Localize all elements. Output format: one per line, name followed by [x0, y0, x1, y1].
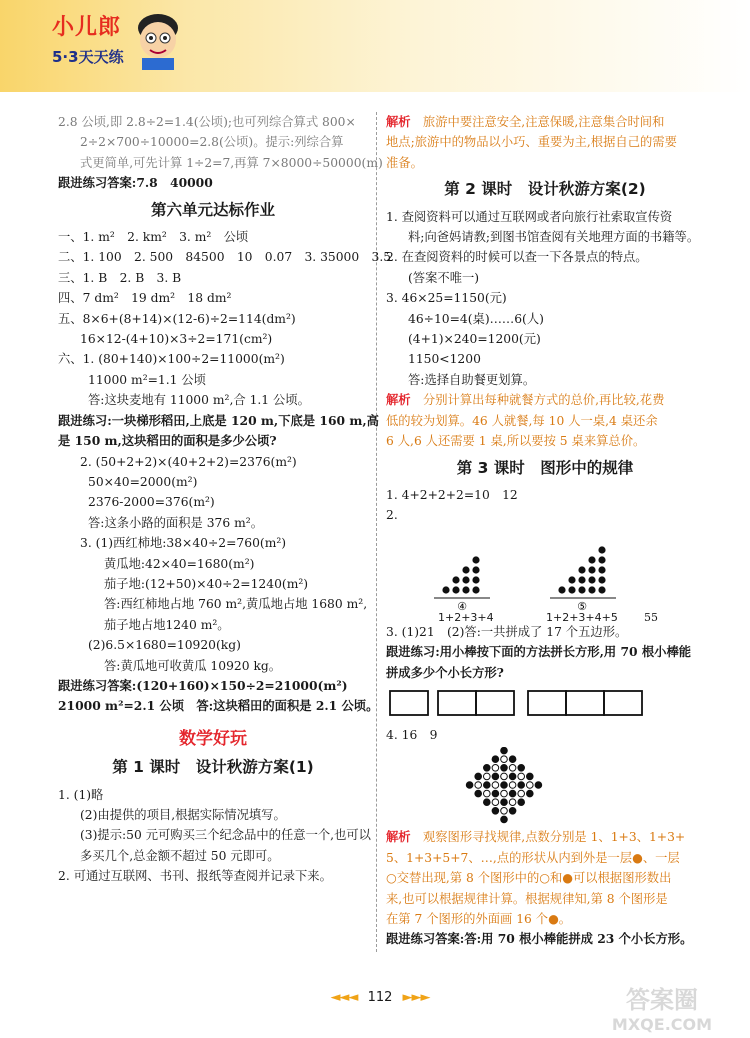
- follow-practice-label: 跟进练习:: [58, 412, 112, 428]
- hollow-dot: [501, 791, 508, 798]
- follow-practice-text: 一块梯形稻田,上底是 120 m,下底是 160 m,高: [111, 412, 379, 428]
- analysis-text: 来,也可以根据规律计算。根据规律知,第 8 个图形是: [386, 891, 668, 906]
- answer-line: 答:黄瓜地可收黄瓜 10920 kg。: [104, 658, 282, 673]
- answer-line: 1. 查阅资料可以通过互联网或者向旅行社索取宣传资: [386, 209, 673, 224]
- stick-rectangles-svg: [386, 687, 704, 721]
- follow-answer-text: 7.8 40000: [136, 175, 213, 191]
- answer-line: (3)提示:50 元可购买三个纪念品中的任意一个,也可以: [80, 828, 371, 843]
- page-number: 112: [367, 990, 393, 1005]
- analysis-text: 5、1+3+5+7、…,点的形状从内到外是一层●、一层: [386, 850, 680, 865]
- filled-dot: [466, 782, 473, 789]
- filled-dot: [492, 773, 499, 780]
- filled-dot: [535, 782, 542, 789]
- filled-dot: [501, 765, 508, 772]
- text-line: 2÷2×700÷10000=2.8(公顷)。提示:列综合算: [80, 135, 344, 150]
- follow-answer-label: 跟进练习答案:: [58, 677, 137, 693]
- answer-line: 2. 可通过互联网、书刊、报纸等查阅并记录下来。: [58, 869, 332, 884]
- text-line: 式更简单,可先计算 1÷2=7,再算 7×8000÷50000(m): [80, 155, 383, 170]
- figure-4-label: ④: [457, 599, 467, 613]
- brand-logo: 小儿郎: [52, 15, 122, 40]
- answer-line: 2. (50+2+2)×(40+2+2)=2376(m²): [80, 454, 297, 469]
- stick-rectangles-figure: [386, 687, 704, 721]
- filled-dot: [492, 791, 499, 798]
- answer-line: (2)6.5×1680=10920(kg): [88, 638, 241, 653]
- hollow-dot: [492, 799, 499, 806]
- follow-answer-label: 跟进练习答案:: [386, 931, 465, 947]
- analysis-text: 旅游中要注意安全,注意保暖,注意集合时间和: [422, 115, 665, 129]
- filled-dot: [501, 799, 508, 806]
- hollow-dot: [509, 782, 516, 789]
- answer-line: 料;向爸妈请教;到图书馆查阅有关地理方面的书籍等。: [408, 230, 700, 245]
- hollow-dot: [509, 799, 516, 806]
- figure-5-sum: 1+2+3+4+5: [546, 610, 618, 624]
- follow-practice-text: 是 150 m,这块稻田的面积是多少公顷?: [58, 433, 277, 449]
- filled-dot: [484, 765, 491, 772]
- filled-dot: [509, 808, 516, 815]
- answer-line: 50×40=2000(m²): [88, 474, 198, 489]
- answer-line: 茄子地:(12+50)×40÷2=1240(m²): [104, 576, 309, 591]
- figure-5-label: ⑤: [577, 599, 587, 613]
- analysis-label: 解析: [386, 829, 411, 845]
- filled-dot: [518, 782, 525, 789]
- follow-answer-text: 21000 m²=2.1 公顷 答:这块稻田的面积是 2.1 公顷。: [58, 698, 379, 714]
- filled-dot: [509, 773, 516, 780]
- dot-pattern-figure: [386, 528, 704, 616]
- dot-triangles-svg: [386, 528, 704, 616]
- filled-dot: [518, 765, 525, 772]
- answer-line: 3. (1)西红柿地:38×40÷2=760(m²): [80, 536, 287, 551]
- follow-answer-text: 答:用 70 根小棒能拼成 23 个小长方形。: [464, 931, 693, 947]
- answer-line: (4+1)×240=1200(元): [408, 332, 541, 347]
- answer-line: 黄瓜地:42×40=1680(m²): [104, 556, 255, 571]
- filled-dot: [527, 791, 534, 798]
- hollow-dot: [527, 782, 534, 789]
- dot-triangle-4: [434, 556, 490, 598]
- analysis-text: 观察图形寻找规律,点数分别是 1、1+3、1+3+: [422, 830, 686, 845]
- answer-line: 答:西红柿地占地 760 m²,黄瓜地占地 1680 m²,: [104, 597, 368, 612]
- hollow-dot: [475, 782, 482, 789]
- hollow-dot: [509, 765, 516, 772]
- next-arrows-icon: ►►►: [402, 990, 430, 1005]
- hollow-dot: [518, 791, 525, 798]
- answer-line: 11000 m²=1.1 公顷: [88, 372, 206, 387]
- answer-line: 3. (1)21 (2)答:一共拼成了 17 个五边形。: [386, 624, 628, 639]
- filled-dot: [501, 748, 508, 755]
- figure-4-sum: 1+2+3+4: [438, 610, 494, 624]
- text-line: 2.8 公顷,即 2.8÷2=1.4(公顷);也可列综合算式 800×: [58, 115, 356, 129]
- filled-dot: [484, 782, 491, 789]
- dot-triangle-5: [550, 546, 616, 598]
- page-footer: [310, 990, 450, 1005]
- filled-dot: [492, 756, 499, 763]
- filled-dot: [509, 791, 516, 798]
- analysis-text: 低的较为划算。46 人就餐,每 10 人一桌,4 桌还余: [386, 413, 658, 428]
- filled-dot: [501, 816, 508, 823]
- follow-practice-text: 拼成多少个小长方形?: [386, 664, 504, 680]
- answer-line: (2)由提供的项目,根据实际情况填写。: [80, 808, 286, 822]
- answer-line: 一、1. m² 2. km² 3. m² 公顷: [58, 230, 249, 245]
- filled-dot: [484, 799, 491, 806]
- diamond-dots-svg: [386, 747, 704, 825]
- answer-line: 46÷10=4(桌)……6(人): [408, 311, 544, 326]
- filled-dot: [509, 756, 516, 763]
- filled-dot: [475, 791, 482, 798]
- answer-line: 4. 16 9: [386, 727, 438, 742]
- hollow-dot: [501, 773, 508, 780]
- follow-practice-text: 用小棒按下面的方法拼长方形,用 70 根小棒能: [439, 644, 692, 660]
- filled-dot: [492, 808, 499, 815]
- prev-arrows-icon: ◄◄◄: [330, 990, 358, 1005]
- answer-line: 答:这块麦地有 11000 m²,合 1.1 公顷。: [88, 393, 310, 408]
- lesson3-title: 第 3 课时 图形中的规律: [456, 458, 634, 477]
- analysis-text: ○交替出现,第 8 个图形中的○和●可以根据图形数出: [386, 871, 672, 886]
- filled-dot: [518, 799, 525, 806]
- filled-dot: [501, 782, 508, 789]
- diamond-dot-figure: [386, 747, 704, 825]
- answer-line: 2376-2000=376(m²): [88, 495, 215, 510]
- analysis-text: 6 人,6 人还需要 1 桌,所以要按 5 桌来算总价。: [386, 434, 646, 449]
- right-column: [386, 112, 704, 950]
- analysis-label: 解析: [386, 114, 411, 129]
- analysis-text: 准备。: [386, 155, 423, 170]
- left-column: [58, 112, 392, 887]
- answer-line: 16×12-(4+10)×3÷2=171(cm²): [80, 332, 273, 347]
- watermark-logo: [592, 982, 732, 1036]
- math-fun-title: 数学好玩: [179, 728, 247, 749]
- answer-line: 1. 4+2+2+2=10 12: [386, 487, 518, 502]
- answer-line: 六、1. (80+140)×100÷2=11000(m²): [58, 352, 285, 367]
- mascot-icon: [130, 8, 186, 70]
- answer-line: 茄子地占地1240 m²。: [104, 617, 230, 632]
- analysis-text: 在第 7 个图形的外面画 16 个●。: [386, 911, 572, 926]
- answer-line: 五、8×6+(8+14)×(12-6)÷2=114(dm²): [58, 311, 296, 326]
- hollow-dot: [484, 791, 491, 798]
- answer-line: 二、1. 100 2. 500 84500 10 0.07 3. 35000 3.5: [58, 250, 392, 265]
- follow-practice-label: 跟进练习:: [386, 644, 440, 660]
- answer-line: 3. 46×25=1150(元): [386, 291, 507, 306]
- analysis-text: 分别计算出每种就餐方式的总价,再比较,花费: [422, 393, 665, 408]
- brand-subtitle: 5·3天天练: [52, 48, 124, 66]
- answer-line: 答:这条小路的面积是 376 m²。: [88, 515, 263, 530]
- lesson1-title: 第 1 课时 设计秋游方案(1): [112, 758, 314, 777]
- hollow-dot: [492, 765, 499, 772]
- analysis-label: 解析: [386, 392, 411, 408]
- hollow-dot: [492, 782, 499, 789]
- follow-answer-label: 跟进练习答案:: [58, 175, 137, 191]
- hollow-dot: [501, 808, 508, 815]
- column-divider: [376, 112, 377, 952]
- hollow-dot: [484, 773, 491, 780]
- hollow-dot: [518, 773, 525, 780]
- analysis-text: 地点;旅游中的物品以小巧、重要为主,根据自己的需要: [386, 135, 677, 150]
- svg-text:MXQE.COM: MXQE.COM: [611, 1015, 713, 1034]
- follow-answer-text: (120+160)×150÷2=21000(m²): [136, 677, 348, 693]
- answer-line: 三、1. B 2. B 3. B: [58, 270, 182, 285]
- answer-line: 2. 在查阅资料的时候可以查一下各景点的特点。: [386, 250, 648, 265]
- filled-dot: [475, 773, 482, 780]
- svg-text:答案圈: 答案圈: [626, 986, 698, 1014]
- lesson2-title: 第 2 课时 设计秋游方案(2): [444, 180, 646, 199]
- hollow-dot: [501, 756, 508, 763]
- answer-line: 多买几个,总金额不超过 50 元即可。: [80, 848, 280, 863]
- answer-line: (答案不唯一): [408, 270, 480, 285]
- unit6-title: 第六单元达标作业: [150, 200, 275, 219]
- filled-dot: [527, 773, 534, 780]
- answer-line: 2.: [386, 508, 398, 523]
- answer-line: 答:选择自助餐更划算。: [408, 372, 536, 387]
- page-header: [0, 0, 750, 92]
- answer-line: 四、7 dm² 19 dm² 18 dm²: [58, 291, 232, 306]
- answer-line: 1. (1)略: [58, 787, 104, 802]
- figure-answer: 55: [644, 610, 658, 624]
- answer-line: 1150<1200: [408, 352, 481, 367]
